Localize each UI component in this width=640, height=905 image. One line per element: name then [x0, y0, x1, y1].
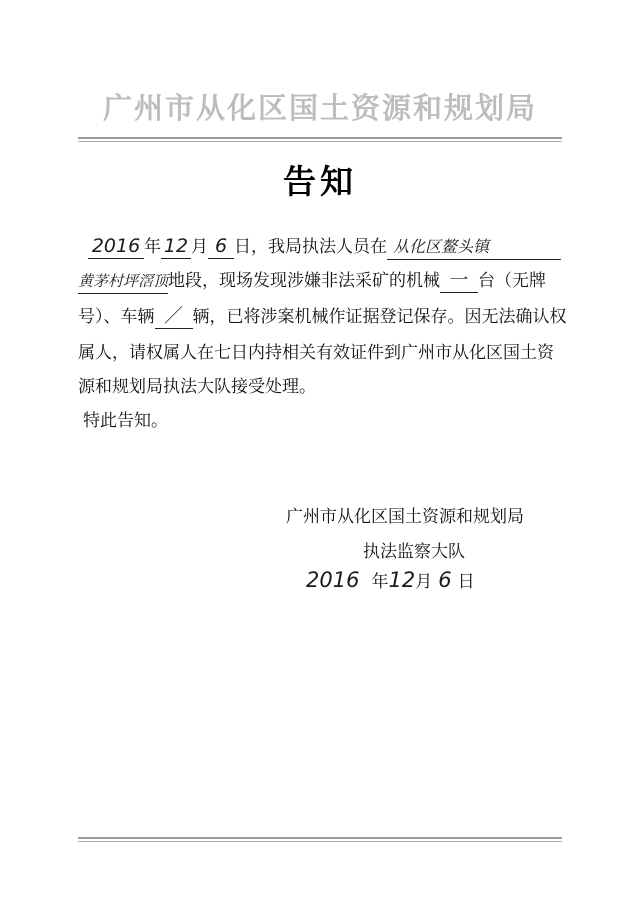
handwritten-place-2: 黄茅村坪滘顶: [78, 269, 168, 294]
notice-line-5: 源和规划局执法大队接受处理。: [78, 377, 316, 397]
notice-line-4: 属人，请权属人在七日内持相关有效证件到广州市从化区国土资: [78, 343, 554, 363]
line3-start: 号）、车辆: [78, 307, 155, 327]
page-title: 告知: [283, 162, 357, 201]
header-rule: [78, 137, 562, 139]
notice-line-1: [78, 230, 561, 264]
notice-line-2: [78, 264, 546, 298]
sign-month-char: 月: [415, 572, 433, 592]
letterhead-org: 广州市从化区国土资源和规划局: [102, 91, 537, 125]
year-char: 年: [144, 237, 161, 257]
line2-end: 台（无牌: [478, 271, 546, 291]
handwritten-vehicle-count: ／: [155, 304, 193, 329]
signature-date: [306, 567, 475, 592]
handwritten-day: 6: [208, 234, 234, 259]
line3-end: 辆，已将涉案机械作证据登记保存。因无法确认权: [192, 307, 567, 327]
sign-year-char: 年: [371, 572, 389, 592]
footer-rule: [78, 837, 562, 839]
sign-handwritten-month: 12: [388, 568, 416, 592]
sign-handwritten-year: 2016: [306, 568, 360, 592]
signature-org: 广州市从化区国土资源和规划局: [286, 507, 524, 527]
handwritten-place-1: 从化区鳌头镇: [387, 235, 561, 260]
footer-rule-thin: [78, 841, 562, 842]
month-char: 月: [191, 237, 208, 257]
header-rule-thin: [78, 141, 562, 142]
sign-day-char: 日: [457, 572, 475, 592]
notice-closing: [78, 404, 168, 438]
handwritten-machine-count: 一: [440, 268, 478, 293]
handwritten-month: 12: [161, 234, 191, 259]
closing-text: 特此告知。: [83, 411, 168, 431]
sign-handwritten-day: 6: [438, 568, 452, 592]
line1-text: ，我局执法人员在: [251, 237, 387, 257]
line2-text: 地段，现场发现涉嫌非法采矿的机械: [168, 271, 440, 291]
handwritten-year: 2016: [88, 234, 144, 259]
notice-line-3: [78, 300, 567, 334]
signature-team: 执法监察大队: [363, 542, 465, 562]
day-char: 日: [234, 237, 251, 257]
